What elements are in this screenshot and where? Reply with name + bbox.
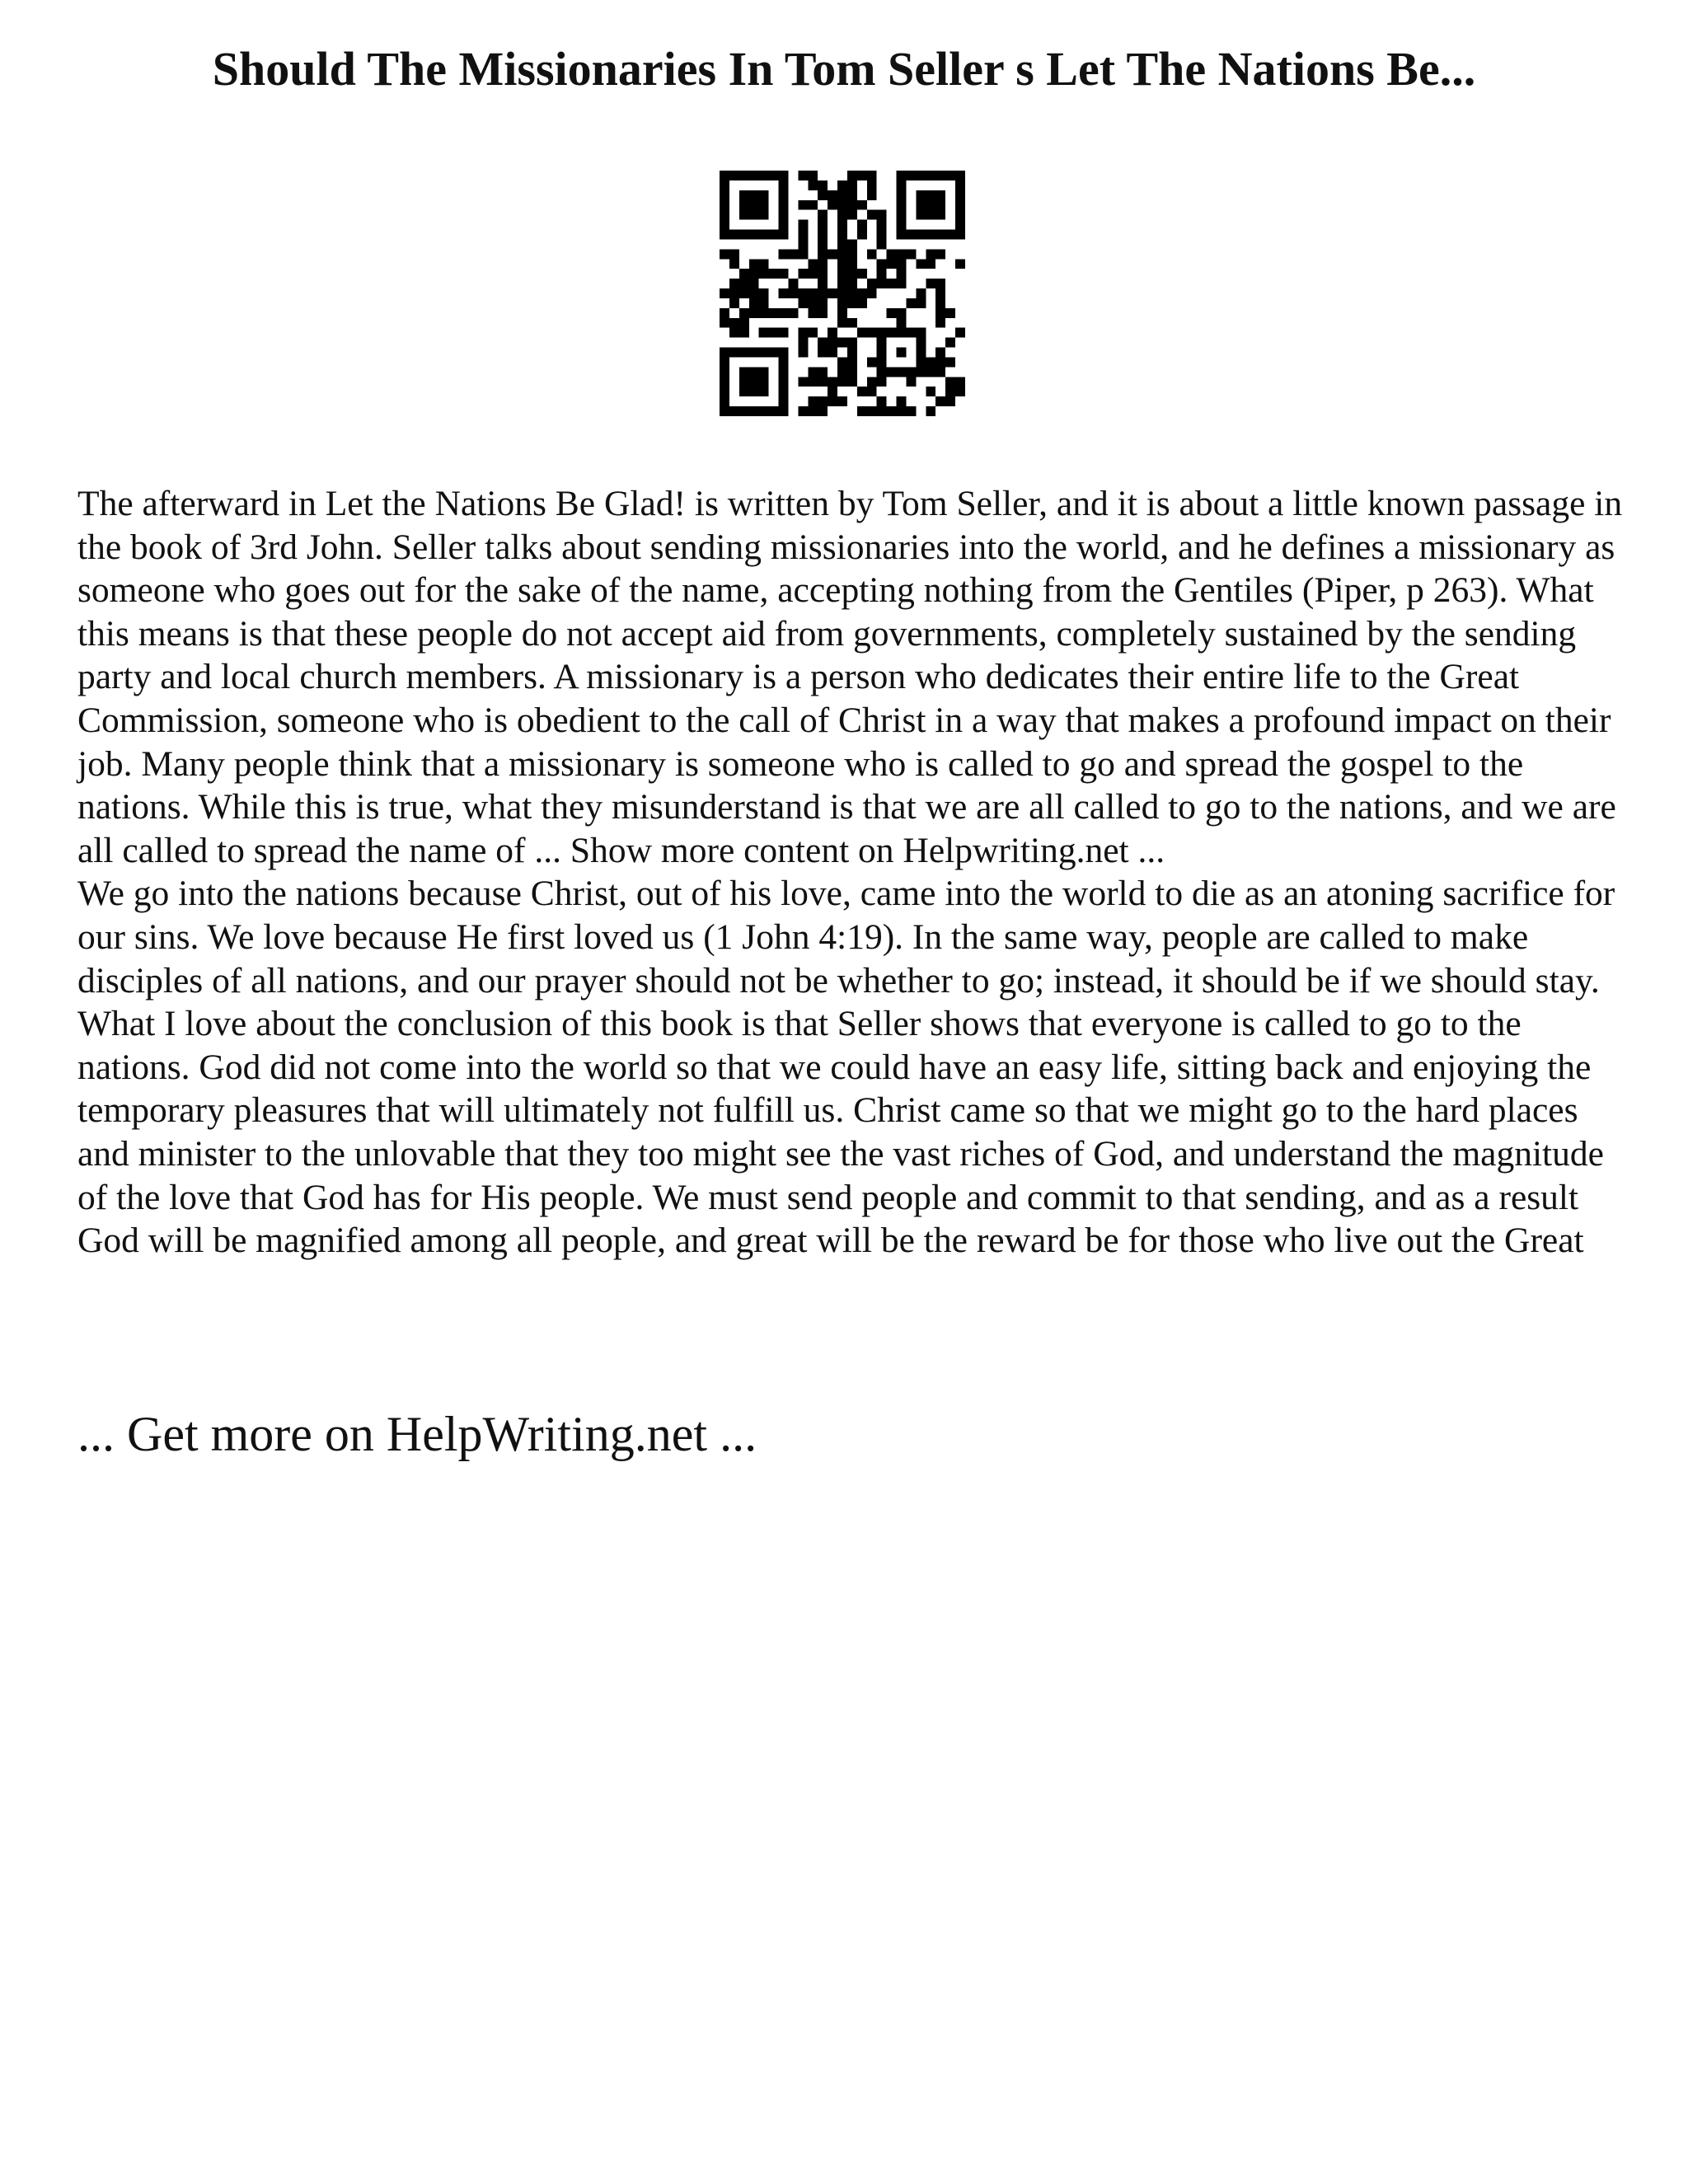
paragraph-1: The afterward in Let the Nations Be Glad! is written by Tom Seller, and it is about a little known passage in the book of 3rd John. Seller talks about sending missionaries into the world, and he defines a missionary as someone who goes out for the sake of the name, accepting nothing from the Gentiles (Piper, p 263). What this means is that these people do not accept aid from governments, completely sustained by the sending party and local church members. A missionary is a person who dedicates their entire life to the Great Commission, someone who is obedient to the call of Christ in a way that makes a profound impact on their job. Many people think that a missionary is someone who is called to go and spread the gospel to the nations. While this is true, what they misunderstand is that we are all called to go to the nations, and we are all called to spread the name of ... Show more content on Helpwriting.net ... <box>77 484 1623 870</box>
paragraph-2: We go into the nations because Christ, out of his love, came into the world to die as an atoning sacrifice for our sins. We love because He first loved us (1 John 4:19). In the same way, people are called to make disciples of all nations, and our prayer should not be whether to go; instead, it should be if we should stay. What I love about the conclusion of this book is that Seller shows that everyone is called to go to the nations. God did not come into the world so that we could have an easy life, sitting back and enjoying the temporary pleasures that will ultimately not fulfill us. Christ came so that we might go to the hard places and minister to the unlovable that they too might see the vast riches of God, and understand the magnitude of the love that God has for His people. We must send people and commit to that sending, and as a result God will be magnified among all people, and great will be the reward be for those who live out the Great <box>77 874 1615 1261</box>
page-title: Should The Missionaries In Tom Seller s Let The Nations Be... <box>212 42 1476 96</box>
qr-code-icon <box>720 171 965 416</box>
article-body <box>77 482 1627 1263</box>
get-more-link[interactable]: ... Get more on HelpWriting.net ... <box>77 1407 757 1461</box>
